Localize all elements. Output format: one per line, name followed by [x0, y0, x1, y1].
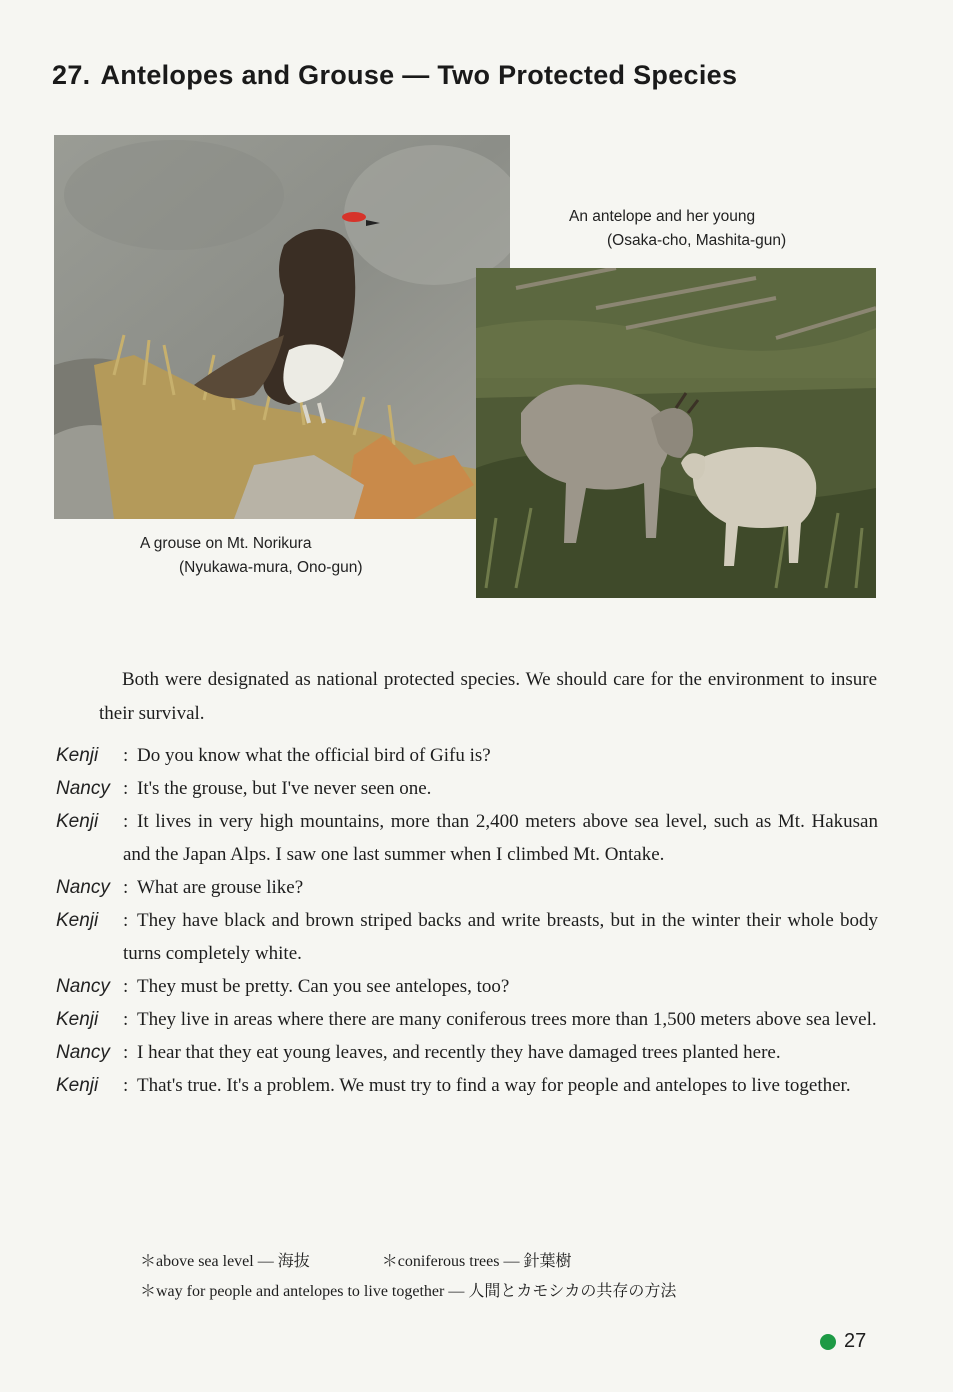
dialogue-line: Nancy : What are grouse like? — [56, 871, 878, 904]
speaker-name: Nancy — [56, 976, 110, 997]
dialogue-text: It's the grouse, but I've never seen one. — [137, 778, 432, 799]
green-dot-icon — [820, 1334, 836, 1350]
speaker-name: Kenji — [56, 811, 99, 832]
note-coniferous-trees: ＊coniferous trees — 針葉樹 — [381, 1253, 572, 1270]
grouse-caption — [140, 532, 362, 580]
dialogue-text: They live in areas where there are many coniferous trees more than 1,500 meters above sea level. — [137, 1009, 877, 1030]
antelope-photo — [476, 268, 876, 598]
speaker-name: Kenji — [56, 745, 99, 766]
antelope-caption — [569, 205, 786, 253]
antelope-caption-line1: An antelope and her young — [569, 208, 756, 225]
page-title — [52, 60, 872, 91]
dialogue-text: I hear that they eat young leaves, and recently they have damaged trees planted here. — [137, 1042, 781, 1063]
dialogue-line: Kenji : It lives in very high mountains, more than 2,400 meters above sea level, such as Mt. Hakusan and the Japan Alps. I saw one last summer when I climbed Mt. Ontake. — [56, 805, 878, 871]
speaker-name: Nancy — [56, 1042, 110, 1063]
dialogue-line: Kenji : Do you know what the official bird of Gifu is? — [56, 739, 878, 772]
dialogue-line: Nancy : I hear that they eat young leaves, and recently they have damaged trees planted here. — [56, 1036, 878, 1069]
grouse-caption-line1: A grouse on Mt. Norikura — [140, 535, 312, 552]
speaker-name: Kenji — [56, 910, 99, 931]
page-number-text: 27 — [844, 1330, 867, 1352]
note-live-together: ＊way for people and antelopes to live together — 人間とカモシカの共存の方法 — [140, 1283, 677, 1300]
dialogue-text: They must be pretty. Can you see antelopes, too? — [137, 976, 510, 997]
dialogue-line: Kenji : That's true. It's a problem. We must try to find a way for people and antelopes to live together. — [56, 1069, 878, 1102]
dialogue-text: They have black and brown striped backs and write breasts, but in the winter their whole body turns completely white. — [123, 910, 878, 964]
title-text: Antelopes and Grouse — Two Protected Species — [100, 60, 738, 90]
dialogue-line: Nancy : They must be pretty. Can you see antelopes, too? — [56, 970, 878, 1003]
antelope-caption-line2: (Osaka-cho, Mashita-gun) — [607, 232, 787, 249]
speaker-name: Nancy — [56, 877, 110, 898]
speaker-name: Kenji — [56, 1009, 99, 1030]
vocabulary-notes — [140, 1247, 676, 1307]
dialogue-text: What are grouse like? — [137, 877, 304, 898]
dialogue — [56, 739, 878, 1102]
page-number — [820, 1330, 866, 1353]
intro-paragraph: Both were designated as national protected species. We should care for the environment to insure their survival. — [99, 669, 877, 724]
dialogue-text: It lives in very high mountains, more than 2,400 meters above sea level, such as Mt. Hakusan and the Japan Alps. I saw one last summer when I climbed Mt. Ontake. — [123, 811, 878, 865]
dialogue-text: That's true. It's a problem. We must try to find a way for people and antelopes to live together. — [137, 1075, 851, 1096]
dialogue-line: Kenji : They have black and brown striped backs and write breasts, but in the winter their whole body turns completely white. — [56, 904, 878, 970]
speaker-name: Nancy — [56, 778, 110, 799]
grouse-photo — [54, 135, 510, 519]
grouse-caption-line2: (Nyukawa-mura, Ono-gun) — [179, 559, 363, 576]
dialogue-line: Nancy : It's the grouse, but I've never seen one. — [56, 772, 878, 805]
dialogue-line: Kenji : They live in areas where there are many coniferous trees more than 1,500 meters above sea level. — [56, 1003, 878, 1036]
dialogue-text: Do you know what the official bird of Gifu is? — [137, 745, 491, 766]
section-number: 27. — [52, 60, 91, 90]
speaker-name: Kenji — [56, 1075, 99, 1096]
note-above-sea-level: ＊above sea level — 海抜 — [140, 1253, 310, 1270]
